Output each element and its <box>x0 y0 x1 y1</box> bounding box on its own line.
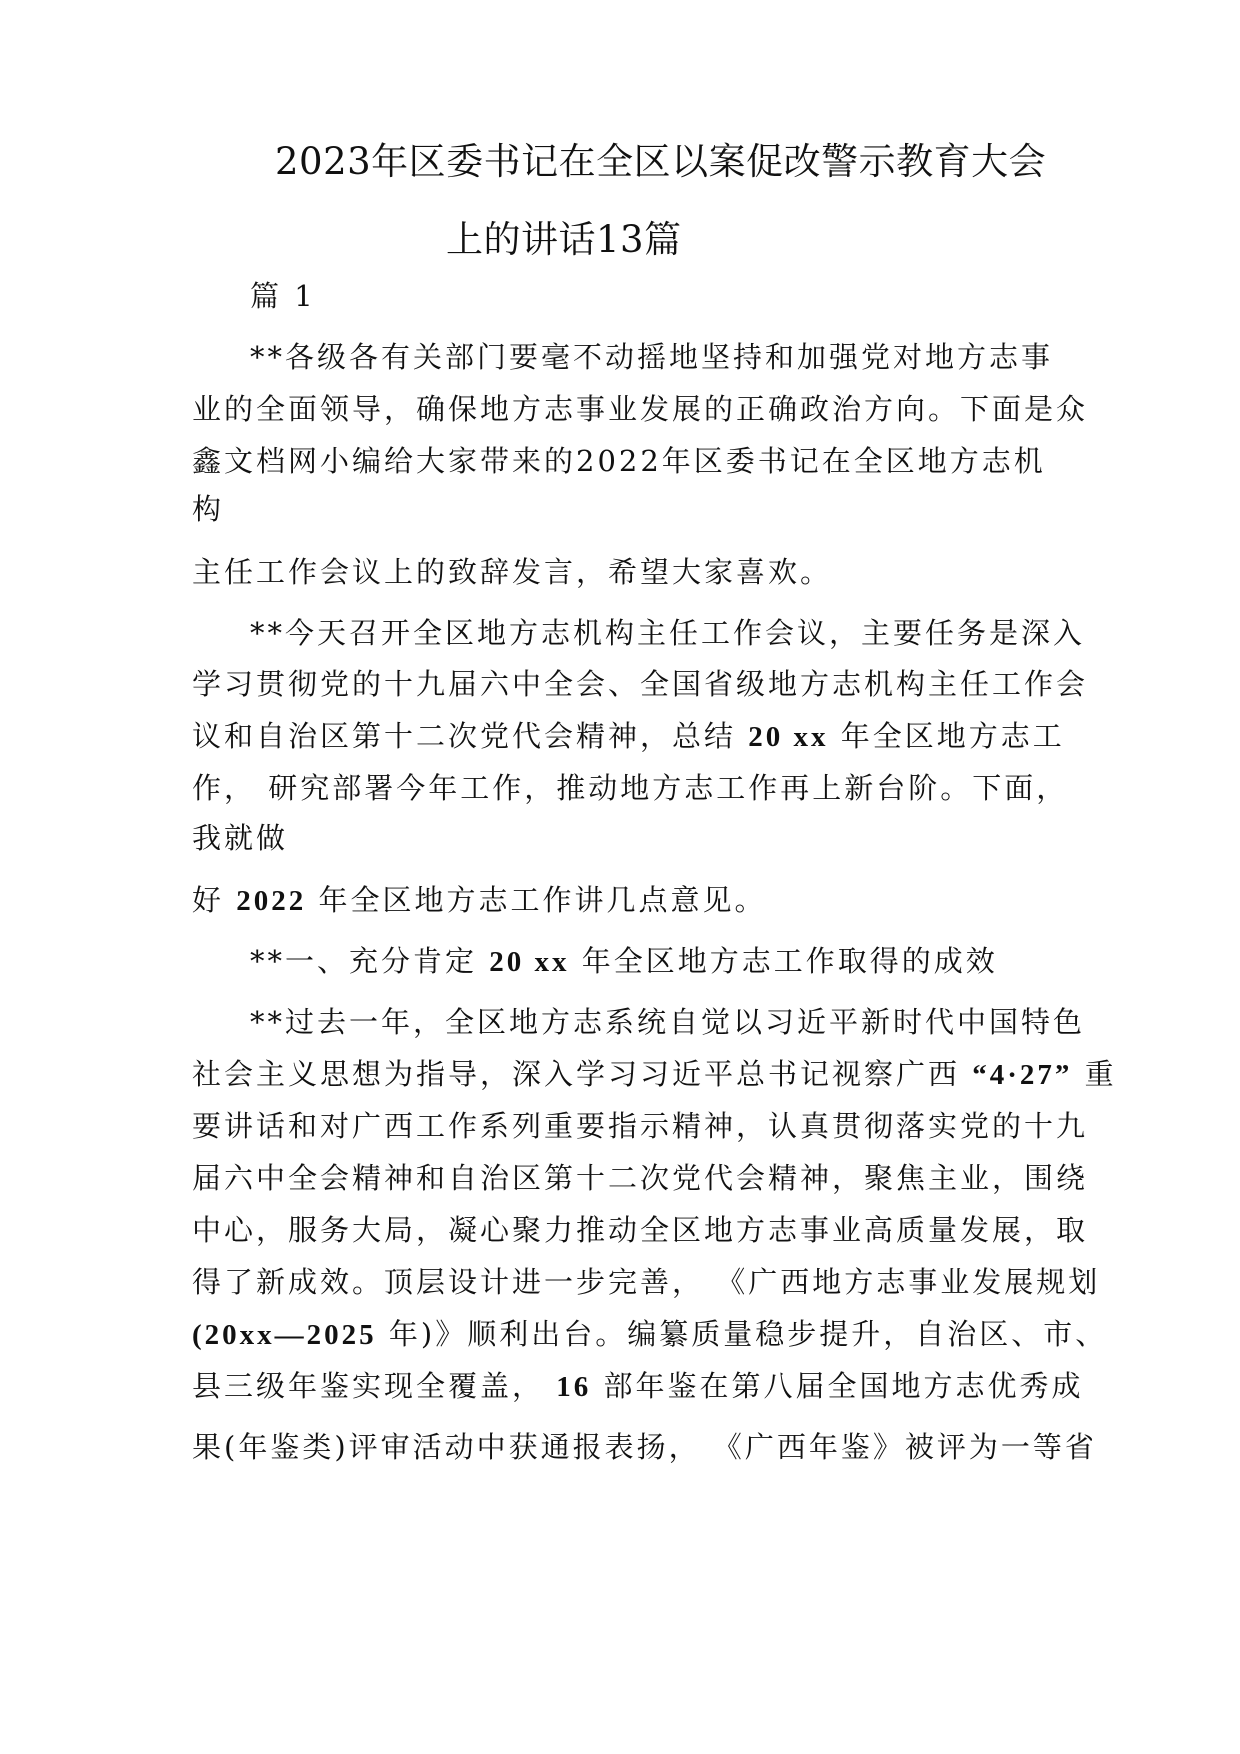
title-line-1: 2023年区委书记在全区以案促改警示教育大会 <box>275 140 1047 183</box>
para1-line2: 业的全面领导，确保地方志事业发展的正确政治方向。下面是众 <box>192 392 1089 426</box>
para3-line2-date: “4·27” <box>972 1059 1073 1091</box>
para3-line8-text-a: 县三级年鉴实现全覆盖， <box>192 1369 557 1403</box>
para2-line6-text-c: 年全区地方志工作讲几点意见。 <box>318 883 767 917</box>
para2-line3-text-a: 议和自治区第十二次党代会精神，总结 <box>192 719 737 753</box>
para3-line7-text-b: 年)》顺利出台。编纂质量稳步提升，自治区、市、 <box>388 1317 1108 1351</box>
para3-line3: 要讲话和对广西工作系列重要指示精神，认真贯彻落实党的十九 <box>192 1109 1089 1143</box>
section-label: 篇 1 <box>250 279 316 313</box>
para2-line6-year: 2022 <box>236 885 307 917</box>
para2-line4: 作， 研究部署今年工作，推动地方志工作再上新台阶。下面， <box>192 771 1069 805</box>
heading-1-text-a: **一、充分肯定 <box>250 944 490 978</box>
para3-line5: 中心，服务大局，凝心聚力推动全区地方志事业高质量发展，取 <box>192 1213 1089 1247</box>
heading-1-text-c: 年全区地方志工作取得的成效 <box>581 944 998 978</box>
para2-line3-text-c: 年全区地方志工 <box>840 719 1065 753</box>
heading-1-year: 20 xx <box>489 946 570 978</box>
para1-line1: **各级各有关部门要毫不动摇地坚持和加强党对地方志事 <box>250 340 1054 374</box>
para1-line4: 构 <box>192 492 225 526</box>
para1-line3: 鑫文档网小编给大家带来的2022年区委书记在全区地方志机 <box>192 444 1046 478</box>
para3-line1: **过去一年，全区地方志系统自觉以习近平新时代中国特色 <box>250 1005 1086 1039</box>
para3-line2-text-a: 社会主义思想为指导，深入学习习近平总书记视察广西 <box>192 1057 961 1091</box>
para3-line4: 届六中全会精神和自治区第十二次党代会精神，聚焦主业，围绕 <box>192 1161 1089 1195</box>
para2-line2: 学习贯彻党的十九届六中全会、全国省级地方志机构主任工作会 <box>192 667 1089 701</box>
para3-line8-count: 16 <box>556 1371 592 1403</box>
para3-line7-years: (20xx—2025 <box>192 1319 377 1351</box>
para3-line8 <box>192 1366 1083 1407</box>
para3-line9: 果(年鉴类)评审活动中获通报表扬， 《广西年鉴》被评为一等省 <box>192 1430 1097 1464</box>
para3-line2 <box>192 1054 1117 1095</box>
para2-line5: 我就做 <box>192 821 289 855</box>
title-line-2: 上的讲话13篇 <box>446 218 682 261</box>
para2-line6-text-a: 好 <box>192 883 225 917</box>
para3-line6: 得了新成效。顶层设计进一步完善， 《广西地方志事业发展规划 <box>192 1265 1101 1299</box>
para3-line2-text-c: 重 <box>1084 1057 1117 1091</box>
para3-line7 <box>192 1314 1107 1355</box>
para2-line3-year: 20 xx <box>748 721 829 753</box>
para3-line8-text-c: 部年鉴在第八届全国地方志优秀成 <box>603 1369 1084 1403</box>
para2-line1: **今天召开全区地方志机构主任工作会议，主要任务是深入 <box>250 616 1086 650</box>
para2-line6 <box>192 880 766 921</box>
heading-1 <box>250 941 998 982</box>
para1-line5: 主任工作会议上的致辞发言，希望大家喜欢。 <box>192 555 833 589</box>
para2-line3 <box>192 716 1065 757</box>
